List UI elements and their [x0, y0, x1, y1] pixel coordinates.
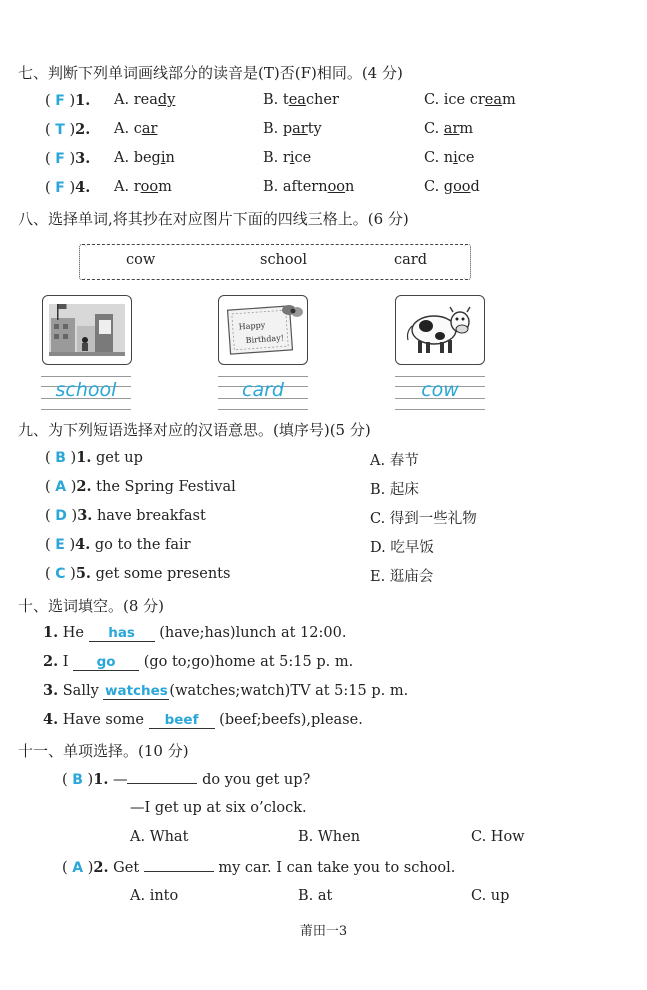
- question-number: 3.: [75, 150, 91, 167]
- question-number: 2.: [76, 478, 92, 495]
- sentence-end: (have;has)lunch at 12:00.: [159, 625, 347, 641]
- cow-picture: [395, 295, 485, 365]
- sec11-q1-response: —I get up at six o’clock.: [130, 800, 307, 816]
- svg-text:Birthday!: Birthday!: [245, 333, 285, 346]
- sec9-row-5: ( C )5. get some presents: [45, 565, 231, 582]
- handwritten-answer: cow: [421, 379, 459, 401]
- option-c: C. ice cream: [424, 92, 516, 108]
- answer: B: [55, 450, 66, 466]
- answer: F: [55, 180, 65, 196]
- handwritten-answer: school: [55, 379, 117, 401]
- option-b: B. party: [263, 121, 322, 137]
- sec9-row-3: ( D )3. have breakfast: [45, 507, 206, 524]
- word-bank-item: cow: [126, 252, 156, 268]
- sec10-item-1: [43, 624, 346, 642]
- option-a: A. ready: [114, 92, 176, 108]
- fill-blank: [127, 783, 197, 784]
- question-number: 5.: [75, 565, 91, 582]
- section-7-title: 七、判断下列单词画线部分的读音是(T)否(F)相同。(4 分): [18, 64, 403, 82]
- svg-text:Happy: Happy: [238, 320, 266, 332]
- word-bank-item: school: [260, 252, 307, 268]
- section-8-title: 八、选择单词,将其抄在对应图片下面的四线三格上。(6 分): [18, 210, 409, 228]
- question-number: 4.: [75, 179, 91, 196]
- phrase: get some presents: [95, 566, 231, 582]
- sentence-end: (watches;watch)TV at 5:15 p. m.: [169, 683, 409, 699]
- sec9-option-c: C. 得到一些礼物: [370, 511, 477, 527]
- question-number: 4.: [75, 536, 91, 553]
- option-b: B. teacher: [263, 92, 339, 108]
- sec9-row-1: ( B )1. get up: [45, 449, 143, 466]
- fill-blank: beef: [149, 713, 215, 729]
- sentence-start: Have some: [62, 712, 144, 728]
- question-number: 2.: [43, 653, 59, 670]
- sec11-q2-option-c: C. up: [471, 888, 510, 904]
- option-c: C. good: [424, 179, 480, 195]
- sec9-option-b: B. 起床: [370, 482, 419, 498]
- sec9-option-d: D. 吃早饭: [370, 540, 434, 556]
- question-number: 1.: [93, 771, 109, 788]
- phrase: get up: [95, 450, 143, 466]
- option-a: A. car: [114, 121, 158, 137]
- fill-blank: has: [89, 626, 155, 642]
- question-number: 1.: [43, 624, 59, 641]
- handwritten-answer: card: [242, 379, 284, 401]
- option-b: B. rice: [263, 150, 312, 166]
- answer: F: [55, 151, 65, 167]
- option-c: C. nice: [424, 150, 475, 166]
- answer-paren: ( F )3.: [45, 150, 91, 167]
- sec11-q1-option-a: A. What: [130, 829, 189, 845]
- sec11-q1-option-c: C. How: [471, 829, 525, 845]
- question-number: 3.: [43, 682, 59, 699]
- answer: A: [72, 860, 84, 876]
- four-line-grid-2: [218, 376, 308, 414]
- word-bank-item: card: [394, 252, 427, 268]
- sec9-row-4: ( E )4. go to the fair: [45, 536, 191, 553]
- option-a: A. begin: [114, 150, 175, 166]
- answer: E: [55, 537, 65, 553]
- answer: T: [55, 122, 65, 138]
- question-number: 2.: [93, 859, 109, 876]
- phrase: the Spring Festival: [96, 479, 236, 495]
- answer: A: [55, 479, 67, 495]
- question-number: 4.: [43, 711, 59, 728]
- answer-paren: ( F )1.: [45, 92, 91, 109]
- sentence-start: I: [62, 654, 69, 670]
- answer: B: [72, 772, 83, 788]
- option-b: B. afternoon: [263, 179, 355, 195]
- section-10-title: 十、选词填空。(8 分): [18, 597, 165, 615]
- fill-blank: go: [73, 655, 139, 671]
- sec9-option-a: A. 春节: [370, 453, 419, 469]
- sec10-item-4: [43, 711, 363, 729]
- section-11-title: 十一、单项选择。(10 分): [18, 742, 189, 760]
- four-line-grid-3: [395, 376, 485, 414]
- question-number: 2.: [75, 121, 91, 138]
- sec9-row-2: ( A )2. the Spring Festival: [45, 478, 236, 495]
- answer: F: [55, 93, 65, 109]
- answer: D: [55, 508, 67, 524]
- school-picture: [42, 295, 132, 365]
- answer-paren: ( F )4.: [45, 179, 91, 196]
- option-c: C. arm: [424, 121, 474, 137]
- sentence-end: (go to;go)home at 5:15 p. m.: [143, 654, 354, 670]
- question-number: 1.: [76, 449, 92, 466]
- page-footer: 莆田一3: [299, 924, 348, 939]
- four-line-grid-1: [41, 376, 131, 414]
- birthday-card-picture: [218, 295, 308, 365]
- section-9-title: 九、为下列短语选择对应的汉语意思。(填序号)(5 分): [18, 421, 371, 439]
- sec11-q1-option-b: B. When: [298, 829, 361, 845]
- phrase: go to the fair: [94, 537, 191, 553]
- question-number: 1.: [75, 92, 91, 109]
- sec11-q2-option-b: B. at: [298, 888, 333, 904]
- sec11-q2-option-a: A. into: [130, 888, 179, 904]
- question-number: 3.: [77, 507, 93, 524]
- sentence-start: He: [62, 625, 84, 641]
- sec11-q1: ( B )1. — do you get up?: [62, 771, 311, 788]
- sec10-item-2: [43, 653, 353, 671]
- fill-blank: watches: [104, 683, 168, 699]
- fill-blank: [144, 871, 214, 872]
- sentence-start: Sally: [62, 683, 99, 699]
- answer: C: [55, 566, 66, 582]
- sec10-item-3: [43, 682, 408, 700]
- option-a: A. room: [114, 179, 172, 195]
- sec9-option-e: E. 逛庙会: [370, 569, 434, 585]
- sec11-q2: ( A )2. Get my car. I can take you to school.: [62, 859, 456, 876]
- phrase: have breakfast: [96, 508, 206, 524]
- answer-paren: ( T )2.: [45, 121, 91, 138]
- sentence-end: (beef;beefs),please.: [219, 712, 363, 728]
